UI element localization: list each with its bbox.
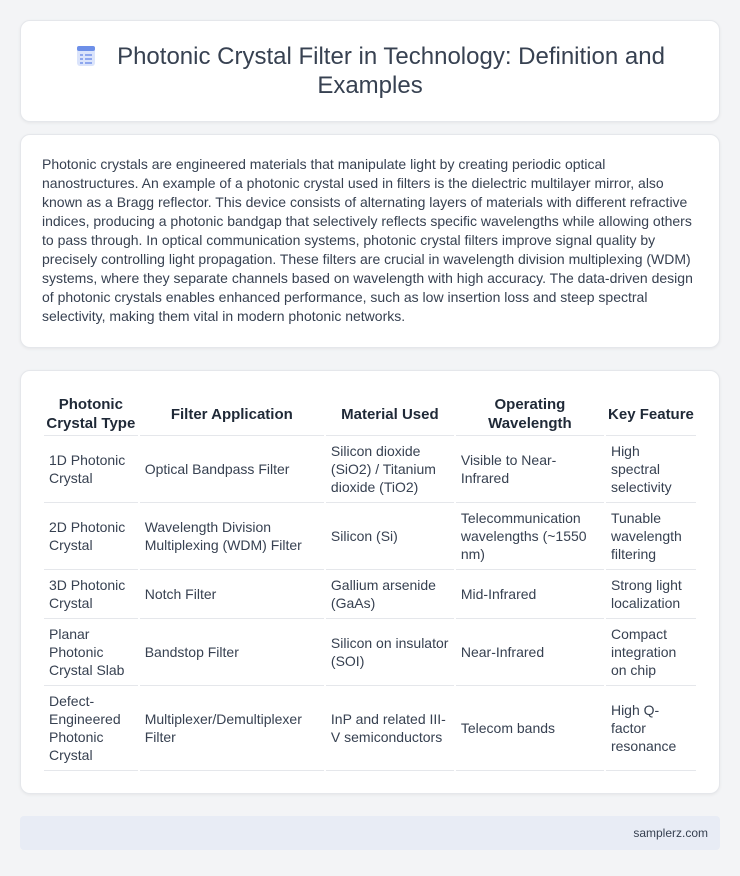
column-header: Photonic Crystal Type	[44, 391, 138, 436]
table-cell: Multiplexer/Demultiplexer Filter	[140, 686, 324, 771]
table-row	[44, 619, 696, 686]
table-row	[44, 503, 696, 570]
column-header: Operating Wavelength	[456, 391, 604, 436]
table-header-row	[44, 391, 696, 436]
table-cell: High Q-factor resonance	[606, 686, 696, 771]
table-cell: Compact integration on chip	[606, 619, 696, 686]
table-cell: High spectral selectivity	[606, 436, 696, 503]
footer-site-link[interactable]: samplerz.com	[633, 826, 708, 840]
table-cell: Wavelength Division Multiplexing (WDM) Filter	[140, 503, 324, 570]
column-header: Filter Application	[140, 391, 324, 436]
table-cell: Silicon on insulator (SOI)	[326, 619, 454, 686]
table-row	[44, 436, 696, 503]
table-cell: Silicon dioxide (SiO2) / Titanium dioxide (TiO2)	[326, 436, 454, 503]
page-title-wrap	[61, 42, 679, 100]
page-title: Photonic Crystal Filter in Technology: Definition and Examples	[117, 43, 665, 99]
table-card	[20, 370, 720, 794]
table-cell: Visible to Near-Infrared	[456, 436, 604, 503]
table-cell: Strong light localization	[606, 570, 696, 619]
document-icon	[75, 45, 97, 67]
table-row	[44, 570, 696, 619]
table-cell: Notch Filter	[140, 570, 324, 619]
column-header: Material Used	[326, 391, 454, 436]
table-cell: Telecom bands	[456, 686, 604, 771]
table-cell: Planar Photonic Crystal Slab	[44, 619, 138, 686]
table-cell: Mid-Infrared	[456, 570, 604, 619]
table-cell: Near-Infrared	[456, 619, 604, 686]
table-cell: Telecommunication wavelengths (~1550 nm)	[456, 503, 604, 570]
table-cell: InP and related III-V semiconductors	[326, 686, 454, 771]
table-cell: 1D Photonic Crystal	[44, 436, 138, 503]
intro-card	[20, 134, 720, 348]
column-header: Key Feature	[606, 391, 696, 436]
table-row	[44, 686, 696, 771]
table-cell: 2D Photonic Crystal	[44, 503, 138, 570]
footer	[20, 816, 720, 850]
table-cell: 3D Photonic Crystal	[44, 570, 138, 619]
table-cell: Optical Bandpass Filter	[140, 436, 324, 503]
table-cell: Defect-Engineered Photonic Crystal	[44, 686, 138, 771]
table-cell: Bandstop Filter	[140, 619, 324, 686]
photonic-crystal-table	[42, 391, 698, 771]
table-cell: Tunable wavelength filtering	[606, 503, 696, 570]
table-cell: Gallium arsenide (GaAs)	[326, 570, 454, 619]
intro-paragraph: Photonic crystals are engineered materials that manipulate light by creating periodic optical nanostructures. An example of a photonic crystal used in filters is the dielectric multilayer mirror, also known as a Bragg reflector. This device consists of alternating layers of materials with different refractive indices, producing a photonic bandgap that selectively reflects specific wavelengths while allowing others to pass through. In optical communication systems, photonic crystal filters improve signal quality by precisely controlling light propagation. These filters are crucial in wavelength division multiplexing (WDM) systems, where they separate channels based on wavelength with high accuracy. The data-driven design of photonic crystals enables enhanced performance, such as low insertion loss and steep spectral selectivity, making them vital in modern photonic networks.	[42, 156, 693, 324]
header-card	[20, 20, 720, 122]
table-cell: Silicon (Si)	[326, 503, 454, 570]
